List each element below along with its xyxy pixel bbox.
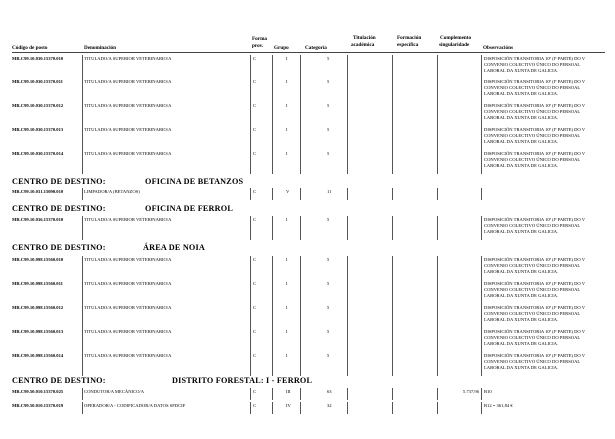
column-separator <box>272 304 273 328</box>
row-categoria: 5 <box>327 217 330 222</box>
row-categoria: 5 <box>327 329 330 334</box>
header-formacion-1: Formación <box>397 35 422 41</box>
column-separator <box>347 102 348 126</box>
row-observacion-line: LABORAL DA XUNTA DE GALICIA. <box>484 317 559 322</box>
row-denominacion: TITULADO/A SUPERIOR VETERINARIO/A <box>84 353 172 358</box>
row-code: MR.C99.10.030.15370.014 <box>12 151 64 156</box>
header-codigo: Código de posto <box>12 45 48 51</box>
row-grupo: I <box>286 79 288 84</box>
row-denominacion: TITULADO/A SUPERIOR VETERINARIO/A <box>84 257 172 262</box>
column-separator <box>300 352 301 376</box>
column-separator <box>272 388 273 400</box>
column-separator <box>437 102 438 126</box>
row-grupo: I <box>286 103 288 108</box>
section-heading <box>12 204 312 214</box>
row-grupo: IV <box>286 403 291 408</box>
row-categoria: 5 <box>327 353 330 358</box>
column-separator <box>437 78 438 102</box>
row-observacion-line: LABORAL DA XUNTA DE GALICIA. <box>484 269 559 274</box>
column-separator <box>437 126 438 150</box>
column-separator <box>481 102 482 126</box>
header-forma-2: prov. <box>252 43 264 49</box>
row-observacion-line: DISPOSICIÓN TRANSITORIA 10ª (Iª PARTE) DO V <box>484 127 586 132</box>
column-separator <box>347 216 348 240</box>
column-separator <box>300 256 301 280</box>
header-rule <box>12 52 605 53</box>
row-forma: C <box>253 189 257 194</box>
section-name: OFICINA DE FERROL <box>145 204 234 213</box>
row-grupo: V <box>286 189 290 194</box>
row-grupo: I <box>286 305 288 310</box>
column-separator <box>392 304 393 328</box>
row-observacion-line: CONVENIO COLECTIVO ÚNICO DO PERSOAL <box>484 223 581 228</box>
column-separator <box>82 102 83 126</box>
column-separator <box>82 328 83 352</box>
column-separator <box>82 352 83 376</box>
row-observacion-line: DISPOSICIÓN TRANSITORIA 10ª (Iª PARTE) DO V <box>484 281 586 286</box>
row-observacion-line: LABORAL DA XUNTA DE GALICIA. <box>484 293 559 298</box>
row-denominacion: OPERADOR/A - CODIFICADOR/A DATOS SFDCIF <box>84 403 186 408</box>
column-separator <box>250 55 251 79</box>
row-observacion-line: DISPOSICIÓN TRANSITORIA 10ª (Iª PARTE) DO V <box>484 305 586 310</box>
section-name: DISTRITO FORESTAL: I - FERROL <box>172 376 313 385</box>
column-separator <box>481 150 482 174</box>
column-separator <box>347 388 348 400</box>
row-denominacion: TITULADO/A SUPERIOR VETERINARIO/A <box>84 56 172 61</box>
column-separator <box>82 256 83 280</box>
column-separator <box>300 126 301 150</box>
column-separator <box>392 126 393 150</box>
column-separator <box>82 55 83 79</box>
row-observacion: B12 = 361,84 € <box>484 403 513 408</box>
column-separator <box>392 78 393 102</box>
row-forma: C <box>253 389 257 394</box>
row-observacion: B10 <box>484 389 492 394</box>
row-observacion-line: DISPOSICIÓN TRANSITORIA 10ª (Iª PARTE) DO V <box>484 217 586 222</box>
row-observacion-line: CONVENIO COLECTIVO ÚNICO DO PERSOAL <box>484 133 581 138</box>
row-categoria: 63 <box>327 389 332 394</box>
column-separator <box>250 256 251 280</box>
row-code: MR.C99.10.098.15560.010 <box>12 257 64 262</box>
row-observacion-line: CONVENIO COLECTIVO ÚNICO DO PERSOAL <box>484 359 581 364</box>
row-code: MR.C99.10.030.15370.011 <box>12 79 63 84</box>
column-separator <box>481 78 482 102</box>
column-separator <box>300 102 301 126</box>
column-separator <box>300 402 301 414</box>
row-observacion-line: CONVENIO COLECTIVO ÚNICO DO PERSOAL <box>484 263 581 268</box>
row-denominacion: TITULADO/A SUPERIOR VETERINARIO/A <box>84 127 172 132</box>
row-categoria: 5 <box>327 56 330 61</box>
row-denominacion: TITULADO/A SUPERIOR VETERINARIO/A <box>84 79 172 84</box>
row-observacion-line: DISPOSICIÓN TRANSITORIA 10ª (Iª PARTE) DO V <box>484 329 586 334</box>
row-observacion-line: LABORAL DA XUNTA DE GALICIA. <box>484 91 559 96</box>
column-separator <box>437 304 438 328</box>
column-separator <box>392 55 393 79</box>
column-separator <box>481 188 482 200</box>
row-observacion-line: CONVENIO COLECTIVO ÚNICO DO PERSOAL <box>484 85 581 90</box>
column-separator <box>481 328 482 352</box>
column-separator <box>272 78 273 102</box>
column-separator <box>437 388 438 400</box>
header-titulacion-1: Titulación <box>353 35 376 41</box>
column-separator <box>250 126 251 150</box>
column-separator <box>300 188 301 200</box>
row-categoria: 5 <box>327 103 330 108</box>
row-observacion-line: DISPOSICIÓN TRANSITORIA 10ª (Iª PARTE) DO V <box>484 79 586 84</box>
header-grupo: Grupo <box>274 45 289 51</box>
row-observacion-line: LABORAL DA XUNTA DE GALICIA. <box>484 341 559 346</box>
header-formacion-2: específica <box>397 42 419 48</box>
row-forma: C <box>253 127 257 132</box>
section-heading <box>12 177 312 187</box>
row-forma: C <box>253 151 257 156</box>
row-code: MR.C99.10.036.15370.010 <box>12 217 64 222</box>
column-separator <box>300 328 301 352</box>
row-forma: C <box>253 56 257 61</box>
section-name: ÁREA DE NOIA <box>143 243 205 252</box>
row-categoria: 32 <box>327 403 332 408</box>
column-separator <box>272 280 273 304</box>
column-separator <box>437 256 438 280</box>
row-observacion-line: CONVENIO COLECTIVO ÚNICO DO PERSOAL <box>484 62 581 67</box>
row-code: MR.C99.10.030.15370.013 <box>12 127 64 132</box>
row-observacion-line: LABORAL DA XUNTA DE GALICIA. <box>484 139 559 144</box>
column-separator <box>347 304 348 328</box>
row-observacion-line: DISPOSICIÓN TRANSITORIA 10ª (Iª PARTE) DO V <box>484 257 586 262</box>
column-separator <box>347 256 348 280</box>
column-separator <box>437 402 438 414</box>
row-code: MR.C99.10.031.15090.010 <box>12 189 64 194</box>
row-categoria: 5 <box>327 257 330 262</box>
column-separator <box>250 150 251 174</box>
row-code: MR.C99.10.098.15560.013 <box>12 329 64 334</box>
row-grupo: I <box>286 257 288 262</box>
row-forma: C <box>253 305 257 310</box>
row-denominacion: TITULADO/A SUPERIOR VETERINARIO/A <box>84 151 172 156</box>
row-observacion-line: DISPOSICIÓN TRANSITORIA 10ª (Iª PARTE) DO V <box>484 353 586 358</box>
row-forma: C <box>253 353 257 358</box>
column-separator <box>250 280 251 304</box>
row-code: MR.C99.50.010.15370.025 <box>12 389 64 394</box>
row-observacion-line: DISPOSICIÓN TRANSITORIA 10ª (Iª PARTE) DO V <box>484 56 586 61</box>
column-separator <box>300 55 301 79</box>
row-observacion-line: LABORAL DA XUNTA DE GALICIA. <box>484 163 559 168</box>
row-forma: C <box>253 103 257 108</box>
column-separator <box>437 280 438 304</box>
row-observacion-line: CONVENIO COLECTIVO ÚNICO DO PERSOAL <box>484 311 581 316</box>
column-separator <box>300 216 301 240</box>
section-heading <box>12 376 312 386</box>
column-separator <box>481 280 482 304</box>
row-denominacion: TITULADO/A SUPERIOR VETERINARIO/A <box>84 305 172 310</box>
row-categoria: 5 <box>327 305 330 310</box>
row-code: MR.C99.10.098.15560.012 <box>12 305 64 310</box>
row-observacion-line: CONVENIO COLECTIVO ÚNICO DO PERSOAL <box>484 157 581 162</box>
row-grupo: I <box>286 56 288 61</box>
row-observacion-line: LABORAL DA XUNTA DE GALICIA. <box>484 115 559 120</box>
row-observacion-line: LABORAL DA XUNTA DE GALICIA. <box>484 229 559 234</box>
row-observacion-line: DISPOSICIÓN TRANSITORIA 10ª (Iª PARTE) DO V <box>484 151 586 156</box>
column-separator <box>250 216 251 240</box>
column-separator <box>392 102 393 126</box>
column-separator <box>481 388 482 400</box>
column-separator <box>392 280 393 304</box>
column-separator <box>272 402 273 414</box>
row-observacion-line: CONVENIO COLECTIVO ÚNICO DO PERSOAL <box>484 335 581 340</box>
row-grupo: I <box>286 353 288 358</box>
column-separator <box>300 150 301 174</box>
column-separator <box>347 78 348 102</box>
column-separator <box>347 126 348 150</box>
column-separator <box>437 328 438 352</box>
header-categoria: Categoría <box>305 45 327 51</box>
column-separator <box>437 188 438 200</box>
column-separator <box>437 352 438 376</box>
row-code: MR.C99.10.030.15370.010 <box>12 56 64 61</box>
column-separator <box>437 55 438 79</box>
row-denominacion: TITULADO/A SUPERIOR VETERINARIO/A <box>84 217 172 222</box>
column-separator <box>82 78 83 102</box>
column-separator <box>300 78 301 102</box>
row-categoria: 11 <box>327 189 332 194</box>
row-complemento: 5.737,96 <box>462 389 479 394</box>
column-separator <box>392 352 393 376</box>
column-separator <box>347 55 348 79</box>
column-separator <box>272 126 273 150</box>
column-separator <box>272 216 273 240</box>
row-code: MR.C99.10.098.15560.014 <box>12 353 64 358</box>
column-separator <box>481 304 482 328</box>
section-label: CENTRO DE DESTINO: <box>12 177 106 186</box>
column-separator <box>250 388 251 400</box>
row-grupo: I <box>286 127 288 132</box>
column-separator <box>300 304 301 328</box>
row-forma: C <box>253 217 257 222</box>
column-separator <box>82 280 83 304</box>
column-separator <box>272 102 273 126</box>
header-titulacion-2: académica <box>351 42 375 48</box>
row-categoria: 5 <box>327 151 330 156</box>
header-forma-1: Forma <box>252 36 267 42</box>
header-complemento-1: Complemento <box>440 35 472 41</box>
row-denominacion: TITULADO/A SUPERIOR VETERINARIO/A <box>84 281 172 286</box>
section-label: CENTRO DE DESTINO: <box>12 204 106 213</box>
row-forma: C <box>253 79 257 84</box>
row-grupo: III <box>286 389 291 394</box>
row-grupo: I <box>286 329 288 334</box>
section-heading <box>12 243 312 253</box>
column-separator <box>481 256 482 280</box>
row-categoria: 5 <box>327 281 330 286</box>
column-separator <box>250 78 251 102</box>
column-separator <box>392 150 393 174</box>
row-observacion-line: CONVENIO COLECTIVO ÚNICO DO PERSOAL <box>484 109 581 114</box>
row-denominacion: LIMPADOR/A (BETANZOS) <box>84 189 140 194</box>
column-separator <box>392 402 393 414</box>
column-separator <box>250 304 251 328</box>
column-separator <box>82 304 83 328</box>
column-separator <box>481 352 482 376</box>
row-forma: C <box>253 281 257 286</box>
column-separator <box>437 216 438 240</box>
column-separator <box>347 402 348 414</box>
column-separator <box>272 55 273 79</box>
column-separator <box>392 188 393 200</box>
row-code: MR.C99.10.098.15560.011 <box>12 281 63 286</box>
column-separator <box>300 388 301 400</box>
row-denominacion: TITULADO/A SUPERIOR VETERINARIO/A <box>84 329 172 334</box>
column-separator <box>272 328 273 352</box>
column-separator <box>392 328 393 352</box>
column-separator <box>347 280 348 304</box>
row-categoria: 5 <box>327 79 330 84</box>
column-separator <box>347 188 348 200</box>
section-name: OFICINA DE BETANZOS <box>145 177 244 186</box>
column-separator <box>437 150 438 174</box>
row-forma: C <box>253 329 257 334</box>
row-grupo: I <box>286 217 288 222</box>
column-separator <box>250 328 251 352</box>
row-forma: C <box>253 403 257 408</box>
column-separator <box>250 188 251 200</box>
column-separator <box>250 102 251 126</box>
column-separator <box>82 402 83 414</box>
column-separator <box>82 188 83 200</box>
column-separator <box>272 256 273 280</box>
row-categoria: 5 <box>327 127 330 132</box>
row-denominacion: TITULADO/A SUPERIOR VETERINARIO/A <box>84 103 172 108</box>
row-observacion-line: CONVENIO COLECTIVO ÚNICO DO PERSOAL <box>484 287 581 292</box>
column-separator <box>481 55 482 79</box>
header-complemento-2: singularidade <box>439 42 470 48</box>
header-denominacion: Denominación <box>84 45 116 51</box>
column-separator <box>481 216 482 240</box>
row-grupo: I <box>286 281 288 286</box>
row-observacion-line: LABORAL DA XUNTA DE GALICIA. <box>484 68 559 73</box>
row-denominacion: CONDUTOR/A MECÁNICO/A <box>84 389 145 394</box>
column-separator <box>347 352 348 376</box>
column-separator <box>300 280 301 304</box>
column-separator <box>272 352 273 376</box>
column-separator <box>272 150 273 174</box>
column-separator <box>82 150 83 174</box>
row-grupo: I <box>286 151 288 156</box>
column-separator <box>481 126 482 150</box>
column-separator <box>82 126 83 150</box>
column-separator <box>82 216 83 240</box>
column-separator <box>250 402 251 414</box>
column-separator <box>481 402 482 414</box>
section-label: CENTRO DE DESTINO: <box>12 376 106 385</box>
section-label: CENTRO DE DESTINO: <box>12 243 106 252</box>
column-separator <box>392 388 393 400</box>
column-separator <box>82 388 83 400</box>
row-observacion-line: DISPOSICIÓN TRANSITORIA 10ª (Iª PARTE) DO V <box>484 103 586 108</box>
row-code: MR.C99.50.010.15370.019 <box>12 403 64 408</box>
row-observacion-line: LABORAL DA XUNTA DE GALICIA. <box>484 365 559 370</box>
column-separator <box>392 256 393 280</box>
column-separator <box>347 150 348 174</box>
column-separator <box>392 216 393 240</box>
row-forma: C <box>253 257 257 262</box>
column-separator <box>250 352 251 376</box>
row-code: MR.C99.10.030.15370.012 <box>12 103 64 108</box>
header-observacions: Observacións <box>483 45 513 51</box>
column-separator <box>347 328 348 352</box>
column-separator <box>272 188 273 200</box>
